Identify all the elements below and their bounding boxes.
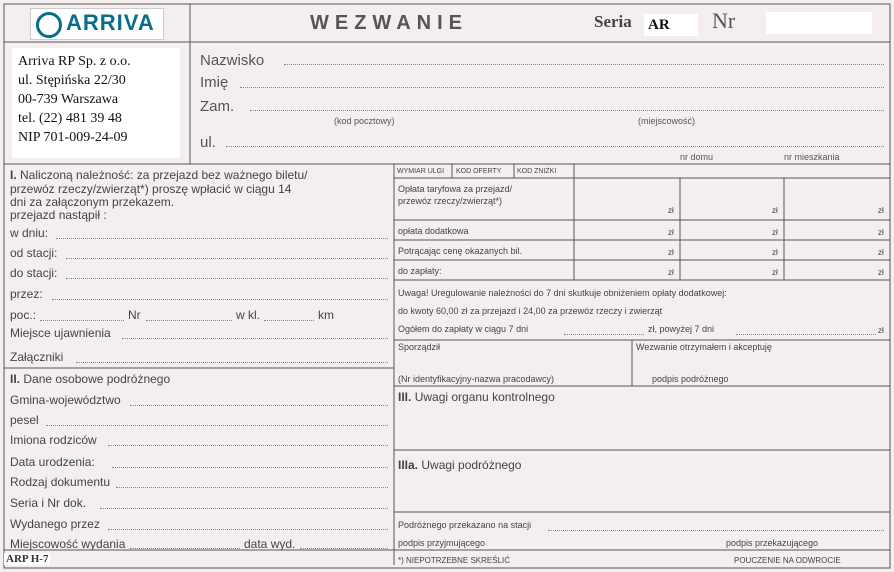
do-stacji-field[interactable] <box>66 278 388 279</box>
ogolem-field[interactable] <box>564 334 644 335</box>
miejsce-label: Miejsce ujawnienia <box>10 326 111 340</box>
podpis-podroznego-label: podpis podróżnego <box>652 374 729 384</box>
zl-label: zł <box>878 228 884 237</box>
seria-nr-dok-field[interactable] <box>100 508 388 509</box>
zl-label: zł <box>668 228 674 237</box>
section3-heading: III. Uwagi organu kontrolnego <box>398 390 555 404</box>
zl-label: zł <box>772 228 778 237</box>
zl-label: zł <box>878 268 884 277</box>
nr-mieszkania-label: nr mieszkania <box>784 152 840 162</box>
nr-label: Nr <box>712 8 736 33</box>
logo-text: ARRIVA <box>66 10 155 35</box>
tab-kod-znizki: KOD ZNIŻKI <box>517 168 557 175</box>
company-line: tel. (22) 481 39 48 <box>18 111 122 126</box>
pesel-label: pesel <box>10 413 39 427</box>
poc-label: poc.: <box>10 308 37 322</box>
form-code: ARP H-7 <box>6 553 49 565</box>
wydanego-przez-label: Wydanego przez <box>10 517 100 531</box>
tab-kod-oferty: KOD OFERTY <box>456 168 502 175</box>
niepotrzebne-skreslic: *) NIEPOTRZEBNE SKREŚLIĆ <box>398 556 511 565</box>
poc-field[interactable] <box>40 320 124 321</box>
imie-label: Imię <box>200 74 229 91</box>
zl-label: zł <box>772 206 778 215</box>
przez-field[interactable] <box>52 299 388 300</box>
oplata-dodatkowa-label: opłata dodatkowa <box>398 226 469 236</box>
company-address-block <box>12 48 180 158</box>
section3a-heading: IIIa. Uwagi podróżnego <box>398 458 522 472</box>
data-urodzenia-field[interactable] <box>112 467 388 468</box>
ul-label: ul. <box>200 134 216 151</box>
w-kl-field[interactable] <box>264 320 314 321</box>
powyzej-label: zł, powyżej 7 dni <box>648 324 715 334</box>
nr-poc-field[interactable] <box>146 320 232 321</box>
od-stacji-field[interactable] <box>66 258 388 259</box>
ul-field[interactable] <box>226 146 884 147</box>
company-line: NIP 701-009-24-09 <box>18 130 128 145</box>
section1-line4: przejazd nastąpił : <box>10 208 107 222</box>
nazwisko-label: Nazwisko <box>200 52 265 69</box>
km-label: km <box>318 308 334 322</box>
company-line: 00-739 Warszawa <box>18 92 119 107</box>
wydanego-przez-field[interactable] <box>108 529 388 530</box>
rodzaj-dokumentu-field[interactable] <box>116 487 388 488</box>
zl-label: zł <box>668 206 674 215</box>
zl-label: zł <box>878 248 884 257</box>
nr-field[interactable] <box>766 12 872 34</box>
zam-label: Zam. <box>200 98 235 115</box>
zl-label: zł <box>772 268 778 277</box>
seria-label: Seria <box>594 12 632 31</box>
ogolem-label: Ogółem do zapłaty w ciągu 7 dni <box>398 324 529 334</box>
pouczenie-na-odwrocie: POUCZENIE NA ODWROCIE <box>734 556 841 565</box>
gmina-label: Gmina-województwo <box>10 393 121 407</box>
section1-line3: dni za załączonym przekazem. <box>10 195 175 209</box>
data-wyd-field[interactable] <box>300 548 388 549</box>
miejscowosc-label: (miejscowość) <box>638 116 696 126</box>
section1-line2: przewóz rzeczy/zwierząt*) proszę wpłacić w ciągu 14 <box>10 182 292 196</box>
oplata-taryfowa-label: Opłata taryfowa za przejazd/ <box>398 184 513 194</box>
gmina-field[interactable] <box>130 405 388 406</box>
w-kl-label: w kl. <box>236 308 260 322</box>
imiona-rodzicow-label: Imiona rodziców <box>10 433 97 447</box>
oplata-taryfowa-label2: przewóz rzeczy/zwierząt*) <box>398 196 503 206</box>
zam-field[interactable] <box>250 110 884 111</box>
seria-field[interactable]: AR <box>644 14 698 36</box>
zalaczniki-field[interactable] <box>76 362 388 363</box>
zl-label: zł <box>772 248 778 257</box>
company-line: Arriva RP Sp. z o.o. <box>18 54 131 69</box>
zl-label: zł <box>668 248 674 257</box>
kod-pocztowy-label: (kod pocztowy) <box>334 116 395 126</box>
miejsce-field[interactable] <box>122 338 388 339</box>
form-title: WEZWANIE <box>310 12 468 34</box>
zalaczniki-label: Załączniki <box>10 350 64 364</box>
przekazano-label: Podróżnego przekazano na stacji <box>398 520 532 530</box>
uwaga-text: Uwaga! Uregulowanie należności do 7 dni skutkuje obniżeniem opłaty dodatkowej: <box>398 288 727 298</box>
section2-heading: II. Dane osobowe podróżnego <box>10 372 171 386</box>
sporzadzil-label: Sporządził <box>398 342 441 352</box>
tab-wymiar-ulgi: WYMIAR ULGI <box>397 168 445 175</box>
przekazano-field[interactable] <box>548 530 884 531</box>
miejscowosc-wydania-field[interactable] <box>130 548 240 549</box>
section1-heading: I. Naliczoną należność: za przejazd bez ważnego biletu/ <box>10 168 308 182</box>
wezwanie-otrzymalem-label: Wezwanie otrzymałem i akceptuję <box>636 342 772 352</box>
zl-label: zł <box>668 268 674 277</box>
arriva-logo-icon <box>36 12 62 38</box>
kwota-text: do kwoty 60,00 zł za przejazd i 24,00 za przewóz rzeczy i zwierząt <box>398 306 663 316</box>
nr-domu-label: nr domu <box>680 152 714 162</box>
zl-label: zł <box>878 326 884 335</box>
seria-nr-dok-label: Seria i Nr dok. <box>10 496 87 510</box>
miejscowosc-wydania-label: Miejscowość wydania <box>10 537 126 551</box>
data-urodzenia-label: Data urodzenia: <box>10 455 95 469</box>
do-zaplaty-label: do zapłaty: <box>398 266 442 276</box>
pesel-field[interactable] <box>46 425 388 426</box>
od-stacji-label: od stacji: <box>10 246 58 260</box>
data-wyd-label: data wyd. <box>244 537 296 551</box>
company-line: ul. Stępińska 22/30 <box>18 73 126 88</box>
do-stacji-label: do stacji: <box>10 266 58 280</box>
nazwisko-field[interactable] <box>284 64 884 65</box>
nr-poc-label: Nr <box>128 308 141 322</box>
przez-label: przez: <box>10 287 43 301</box>
rodzaj-dokumentu-label: Rodzaj dokumentu <box>10 475 111 489</box>
zl-label: zł <box>878 206 884 215</box>
imiona-rodzicow-field[interactable] <box>108 445 388 446</box>
identyfikator-label: (Nr identyfikacyjny-nazwa pracodawcy) <box>398 374 555 384</box>
podpis-przekazujacego-label: podpis przekazującego <box>726 538 819 548</box>
potracajac-label: Potrącając cenę okazanych bil. <box>398 246 523 256</box>
w-dniu-field[interactable] <box>56 238 388 239</box>
w-dniu-label: w dniu: <box>10 226 49 240</box>
podpis-przyjmujacego-label: podpis przyjmującego <box>398 538 486 548</box>
imie-field[interactable] <box>240 87 884 88</box>
powyzej-field[interactable] <box>736 334 876 335</box>
